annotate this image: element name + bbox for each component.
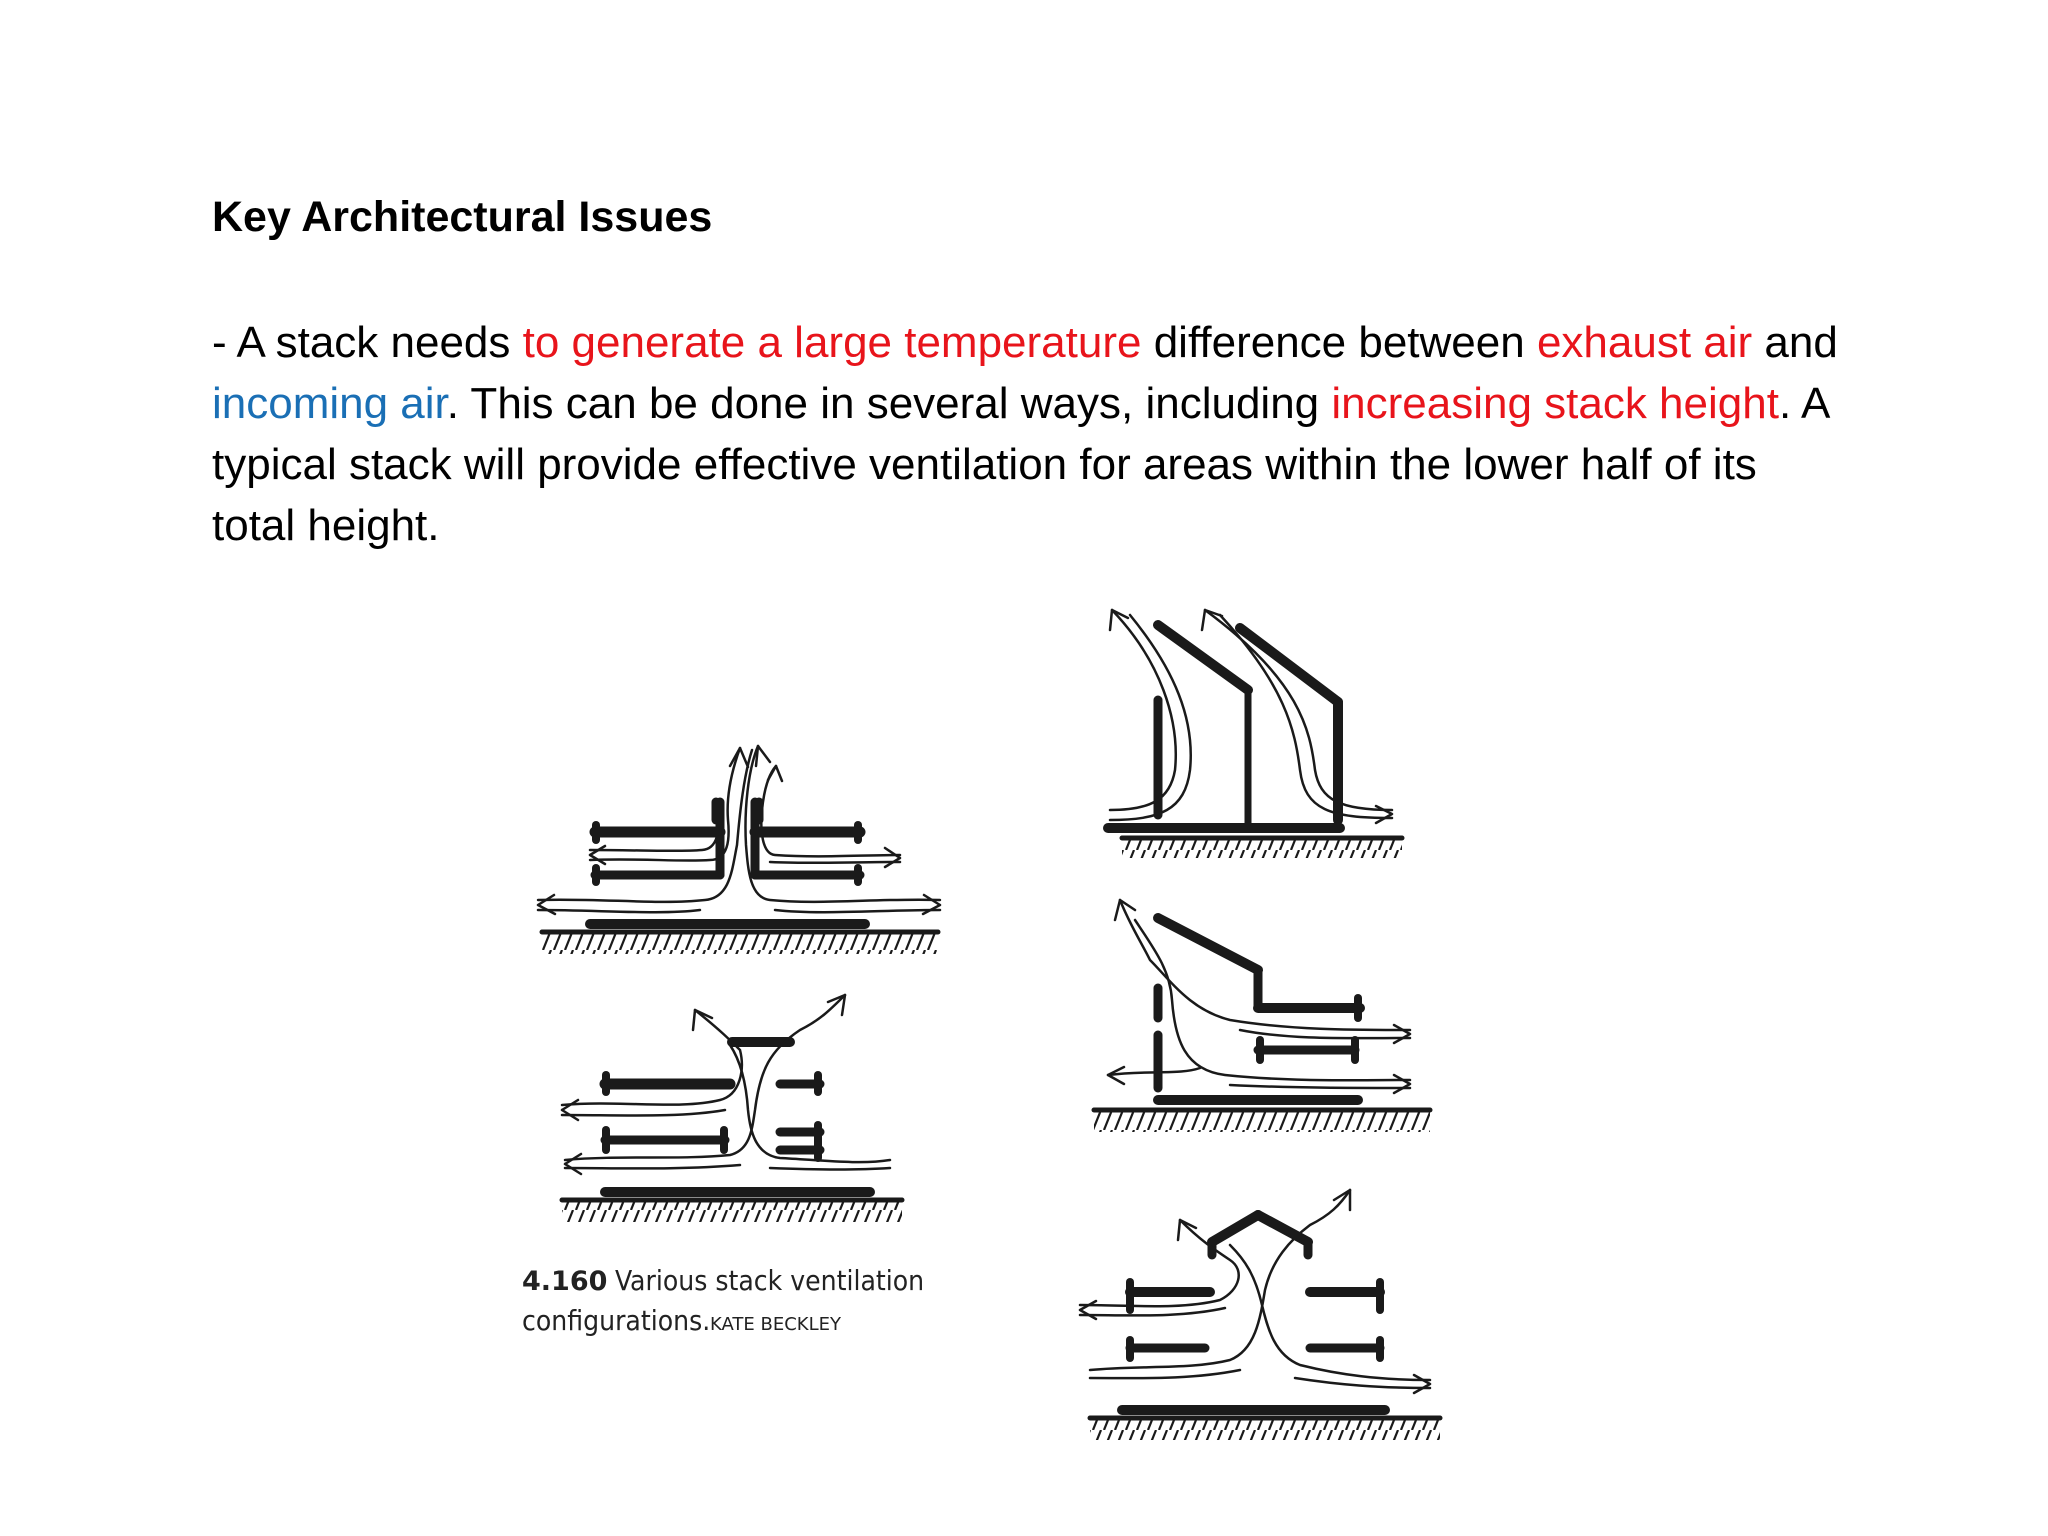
highlight-stack-height: increasing stack height: [1331, 379, 1779, 428]
caption-number: 4.160: [522, 1266, 608, 1297]
caption-credit: KATE BECKLEY: [710, 1314, 841, 1335]
text-segment: difference between: [1141, 318, 1537, 367]
text-segment: and: [1752, 318, 1838, 367]
diagram-roof-stack: [1080, 1190, 1440, 1440]
slide-title: Key Architectural Issues: [212, 193, 713, 241]
diagram-side-stack: [1094, 900, 1430, 1132]
highlight-exhaust-air: exhaust air: [1536, 318, 1753, 367]
text-segment: . This can be done in several ways, including: [446, 379, 1332, 428]
caption-line-2: configurations.: [522, 1304, 711, 1337]
text-segment: - A stack needs: [212, 318, 523, 367]
diagram-tall-stacks: [1108, 610, 1402, 858]
highlight-temperature: to generate a large temperature: [522, 318, 1142, 367]
diagram-split-stack: [562, 995, 902, 1222]
body-paragraph: [212, 312, 1852, 556]
caption-line-1: Various stack ventilation: [615, 1264, 925, 1297]
highlight-incoming-air: incoming air: [212, 379, 447, 428]
diagram-central-stack: [538, 746, 940, 954]
text-segment: . A typical stack will provide effective ventilation for areas within the lower half of its total height.: [212, 379, 1828, 550]
stack-ventilation-figure: [300, 570, 1480, 1530]
